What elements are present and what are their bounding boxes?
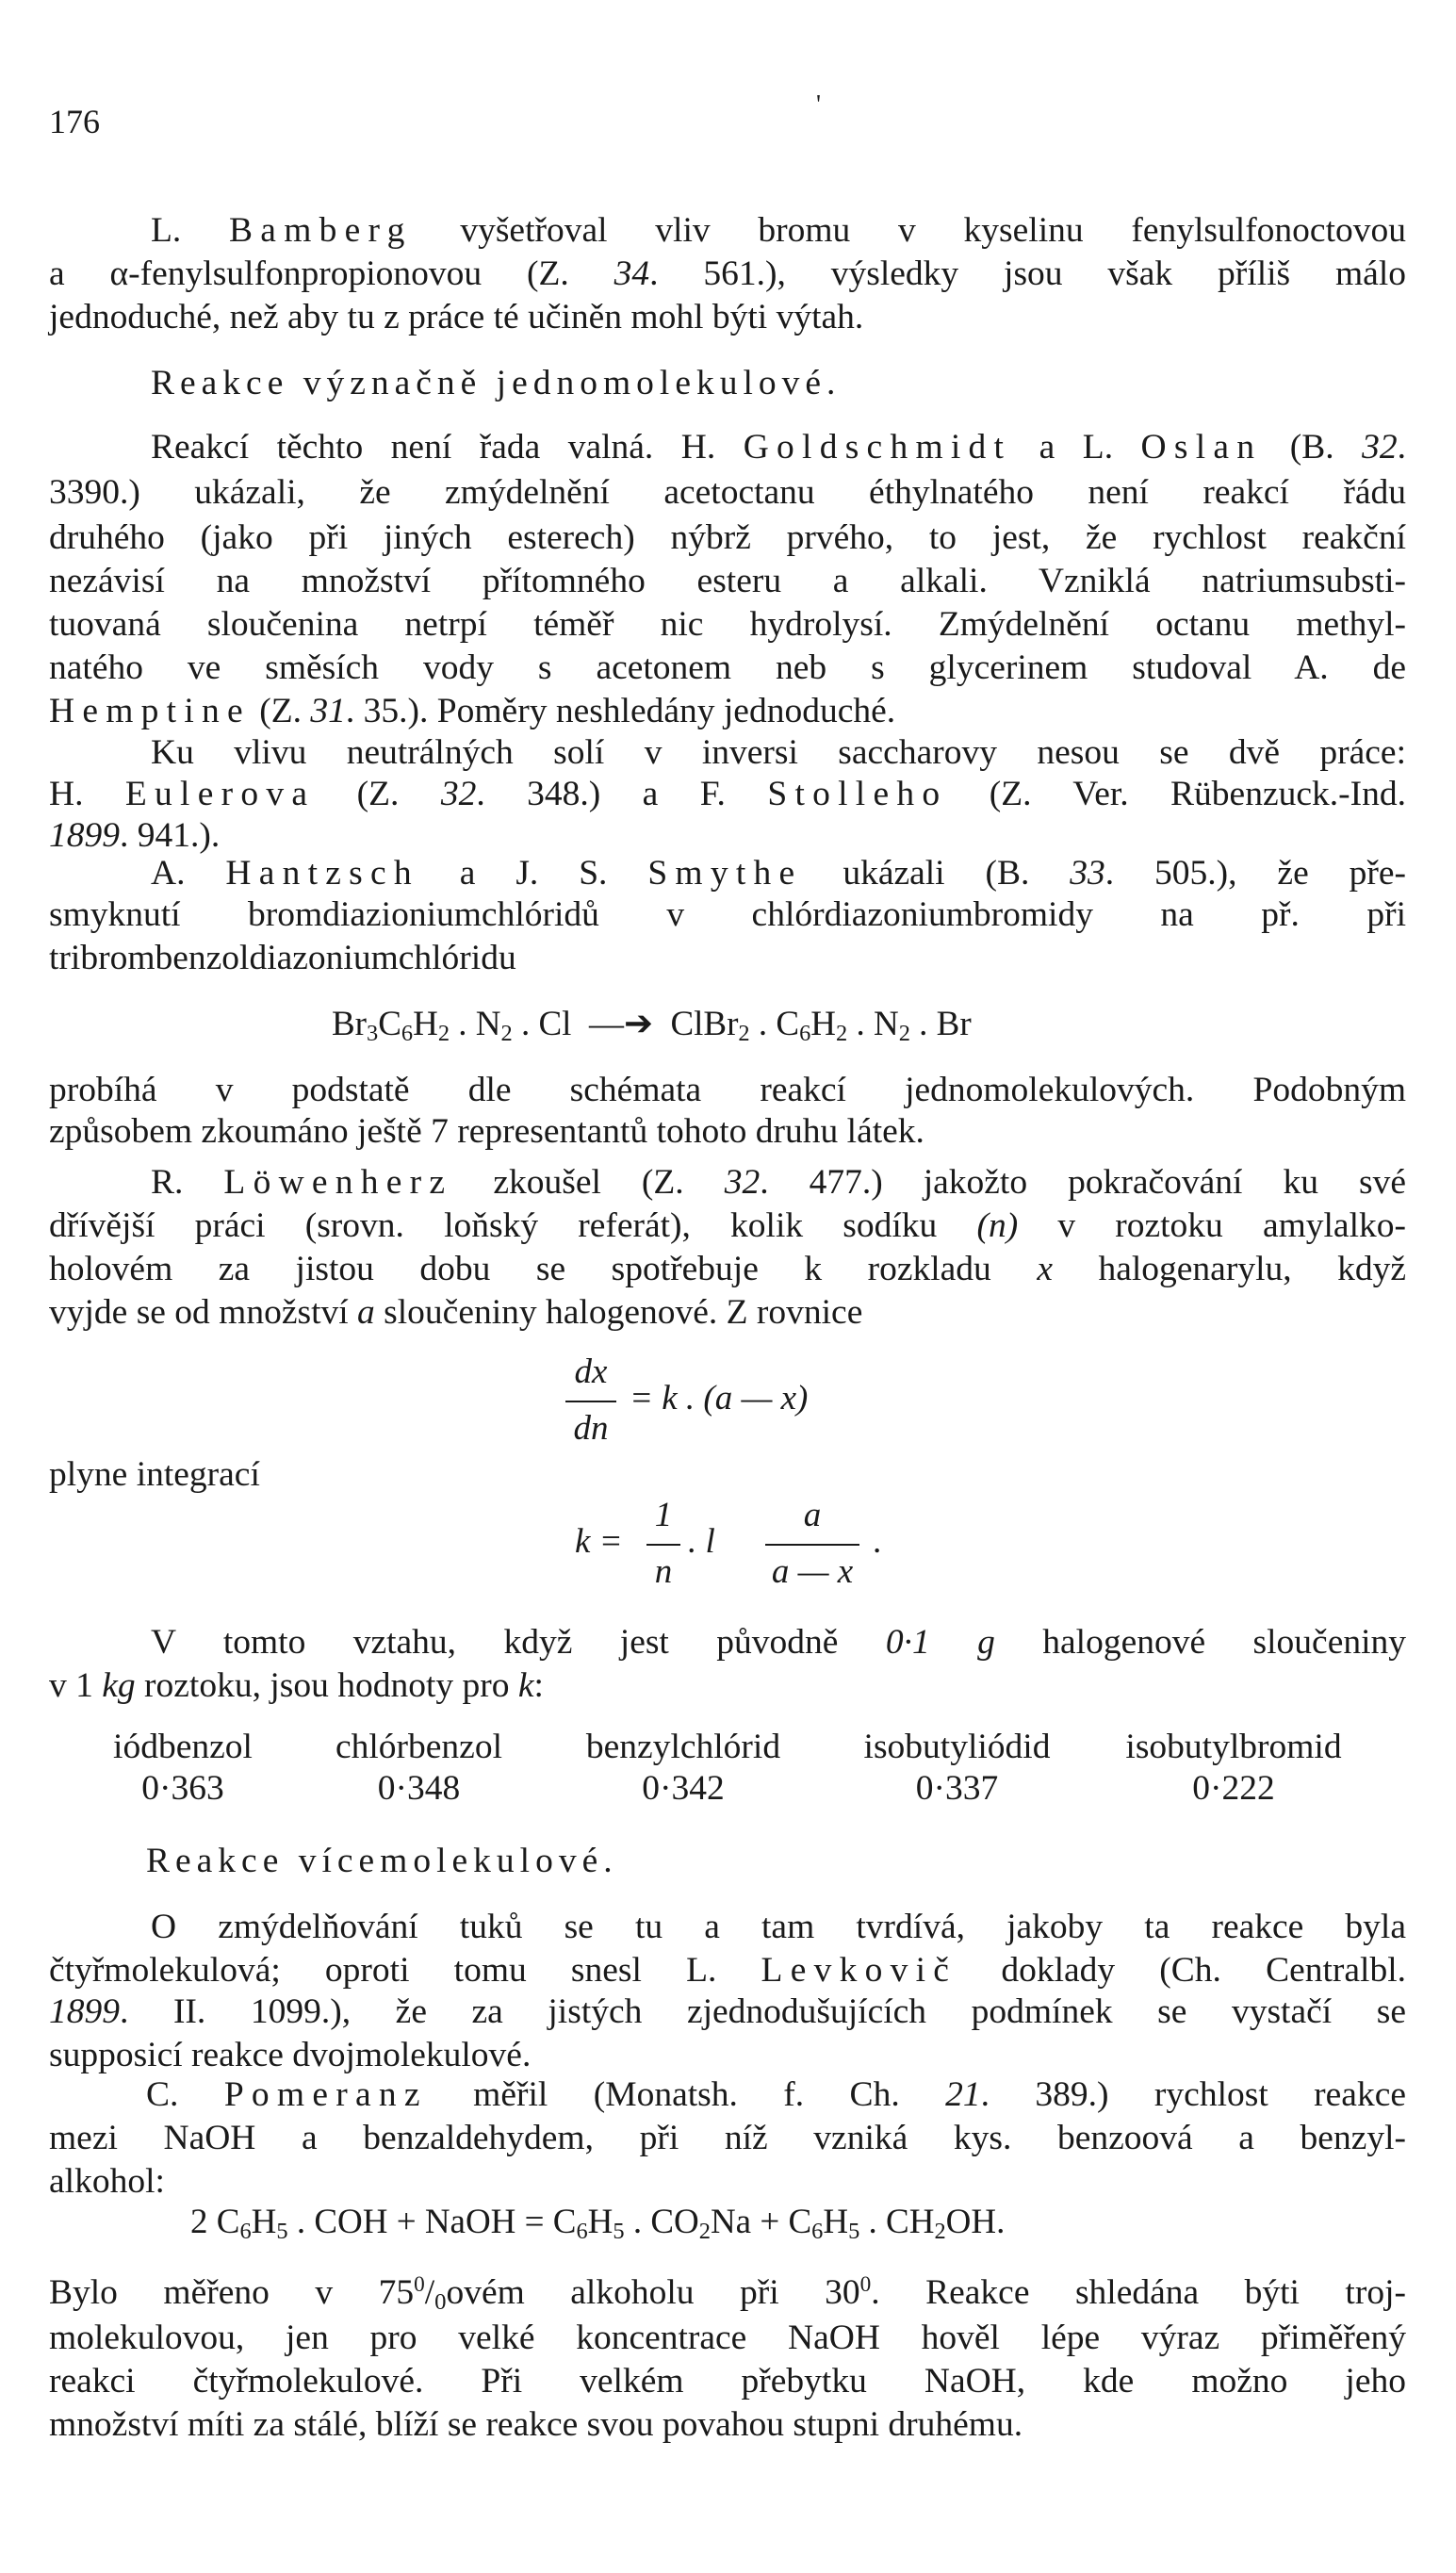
reaction-equation-1: $Br_3C_6H_2$ . $N_2$ . Cl —➔ ClBr$_2$ . $C_6H_2$ . $N_2$ . Br bbox=[332, 1005, 972, 1047]
table-header-cell: isobutylbromid bbox=[1125, 1728, 1342, 1766]
top-mark: ' bbox=[816, 90, 822, 120]
table-value-cell: 0·348 bbox=[377, 1769, 461, 1808]
table-value-cell: 0·222 bbox=[1192, 1769, 1275, 1808]
fats-line-3: 1899. II. 1099.), že za jistých zjednodušujících podmínek se vystačí se bbox=[49, 1992, 1406, 2031]
mono-line-3: druhého (jako při jiných esterech) nýbrž prvého, to jest, že rychlost reakční bbox=[49, 518, 1406, 557]
table-value-cell: 0·337 bbox=[915, 1769, 999, 1808]
eq-k-den1: n bbox=[654, 1552, 673, 1591]
salts-line-2: H. Eulerova (Z. 32. 348.) a F. Stolleho (Z. Ver. Rübenzuck.-Ind. bbox=[49, 775, 1406, 813]
table-header-cell: isobutyliódid bbox=[863, 1728, 1051, 1766]
mono-line-4: nezávisí na množství přítomného esteru a alkali. Vzniklá natriumsubsti- bbox=[49, 562, 1406, 600]
table-header-row bbox=[71, 1727, 1377, 1768]
salts-line-1: Ku vlivu neutrálných solí v inversi saccharovy nesou se dvě práce: bbox=[151, 733, 1406, 772]
table-header-cell: iódbenzol bbox=[113, 1728, 253, 1766]
values-line-2: v 1 kg roztoku, jsou hodnoty pro k: bbox=[49, 1666, 544, 1705]
eq-rate-rhs: = k . (a — x) bbox=[630, 1379, 809, 1418]
values-line-1: V tomto vztahu, když jest původně 0·1 g halogenové sloučeniny bbox=[151, 1623, 1407, 1662]
eq-k-den2: a — x bbox=[771, 1552, 854, 1591]
fats-line-2: čtyřmolekulová; oproti tomu snesl L. Levkovič doklady (Ch. Centralbl. bbox=[49, 1951, 1407, 1990]
table-values-row bbox=[71, 1768, 1377, 1810]
mono-line-2: 3390.) ukázali, že zmýdelnění acetoctanu éthylnatého není reakcí řádu bbox=[49, 473, 1406, 512]
table-header-cell: chlórbenzol bbox=[335, 1728, 502, 1766]
lowenherz-line-4: vyjde se od množství a sloučeniny halogenové. Z rovnice bbox=[49, 1293, 863, 1332]
final-line-2: molekulovou, jen pro velké koncentrace NaOH hověl lépe výraz přiměřený bbox=[49, 2319, 1406, 2357]
final-line-4: množství míti za stálé, blíží se reakce svou povahou stupni druhému. bbox=[49, 2405, 1023, 2444]
lowenherz-line-3: holovém za jistou dobu se spotřebuje k rozkladu x halogenarylu, když bbox=[49, 1250, 1407, 1288]
pomeranz-line-2: mezi NaOH a benzaldehydem, při níž vzniká kys. benzoová a benzyl- bbox=[49, 2119, 1406, 2157]
mono-line-7: Hemptine (Z. 31. 35.). Poměry neshledány jednoduché. bbox=[49, 692, 896, 730]
page-number: 176 bbox=[49, 103, 100, 140]
eq-k-num1: 1 bbox=[654, 1496, 673, 1534]
bamberg-line-2: a α-fenylsulfonpropionovou (Z. 34. 561.), výsledky jsou však příliš málo bbox=[49, 254, 1406, 293]
mono-line-6: natého ve směsích vody s acetonem neb s glycerinem studoval A. de bbox=[49, 648, 1406, 687]
eq-rate-fraction-bar bbox=[565, 1401, 616, 1402]
hantzsch-line-3: tribrombenzoldiazoniumchlóridu bbox=[49, 939, 516, 977]
eq-k-end: . bbox=[873, 1522, 882, 1561]
fats-line-1: O zmýdelňování tuků se tu a tam tvrdívá, jakoby ta reakce byla bbox=[151, 1908, 1406, 1946]
hantzsch-line-1: A. Hantzsch a J. S. Smythe ukázali (B. 33. 505.), že pře- bbox=[151, 854, 1406, 893]
bamberg-line-1: L. Bamberg vyšetřoval vliv bromu v kyselinu fenylsulfonoctovou bbox=[151, 211, 1406, 250]
eq-rate-numerator: dx bbox=[574, 1352, 608, 1391]
schema-line-2: způsobem zkoumáno ještě 7 representantů tohoto druhu látek. bbox=[49, 1112, 924, 1151]
eq-k-num2: a bbox=[803, 1496, 822, 1534]
bamberg-line-3: jednoduché, než aby tu z práce té učiněn mohl býti výtah. bbox=[49, 298, 864, 336]
heading-multimolecular: Reakce vícemolekulové. bbox=[146, 1842, 618, 1880]
eq-k-lhs: k = bbox=[575, 1522, 623, 1561]
table-header-cell: benzylchlórid bbox=[585, 1728, 781, 1766]
final-line-1: Bylo měřeno v $75^0/_0ovém$ alkoholu při $30^0$. Reakce shledána býti troj- bbox=[49, 2272, 1406, 2316]
pomeranz-line-3: alkohol: bbox=[49, 2162, 165, 2201]
mono-line-1: Reakcí těchto není řada valná. H. Goldschmidt a L. Oslan (B. 32. bbox=[151, 428, 1406, 467]
eq-k-mid: . l bbox=[688, 1522, 715, 1561]
mono-line-5: tuovaná sloučenina netrpí téměř nic hydrolysí. Zmýdelnění octanu methyl- bbox=[49, 605, 1406, 644]
lowenherz-line-1: R. Löwenherz zkoušel (Z. 32. 477.) jakožto pokračování ku své bbox=[151, 1163, 1406, 1202]
lowenherz-line-2: dřívější práci (srovn. loňský referát), kolik sodíku (n) v roztoku amylalko- bbox=[49, 1206, 1406, 1245]
fats-line-4: supposicí reakce dvojmolekulové. bbox=[49, 2036, 532, 2074]
schema-line-1: probíhá v podstatě dle schémata reakcí jednomolekulových. Podobným bbox=[49, 1071, 1406, 1109]
hantzsch-line-2: smyknutí bromdiazioniumchlóridů v chlórdiazoniumbromidy na př. při bbox=[49, 895, 1406, 934]
integration-text: plyne integrací bbox=[49, 1455, 260, 1494]
eq-rate-denominator: dn bbox=[573, 1409, 609, 1448]
eq-k-bar1 bbox=[646, 1544, 680, 1546]
final-line-3: reakci čtyřmolekulové. Při velkém přebytku NaOH, kde možno jeho bbox=[49, 2362, 1406, 2401]
heading-monomolecular: Reakce význačně jednomolekulové. bbox=[151, 364, 842, 402]
table-value-cell: 0·342 bbox=[642, 1769, 725, 1808]
table-value-cell: 0·363 bbox=[141, 1769, 224, 1808]
values-table bbox=[71, 1727, 1377, 1810]
reaction-equation-2: 2 $C_6H_5$ . COH + NaOH = $C_6H_5$ . $CO_2Na + C_6H_5$ . $CH_2OH$. bbox=[190, 2203, 1006, 2245]
pomeranz-line-1: C. Pomeranz měřil (Monatsh. f. Ch. 21. 389.) rychlost reakce bbox=[146, 2075, 1406, 2114]
eq-k-bar2 bbox=[765, 1544, 859, 1546]
salts-line-3: 1899. 941.). bbox=[49, 816, 221, 855]
